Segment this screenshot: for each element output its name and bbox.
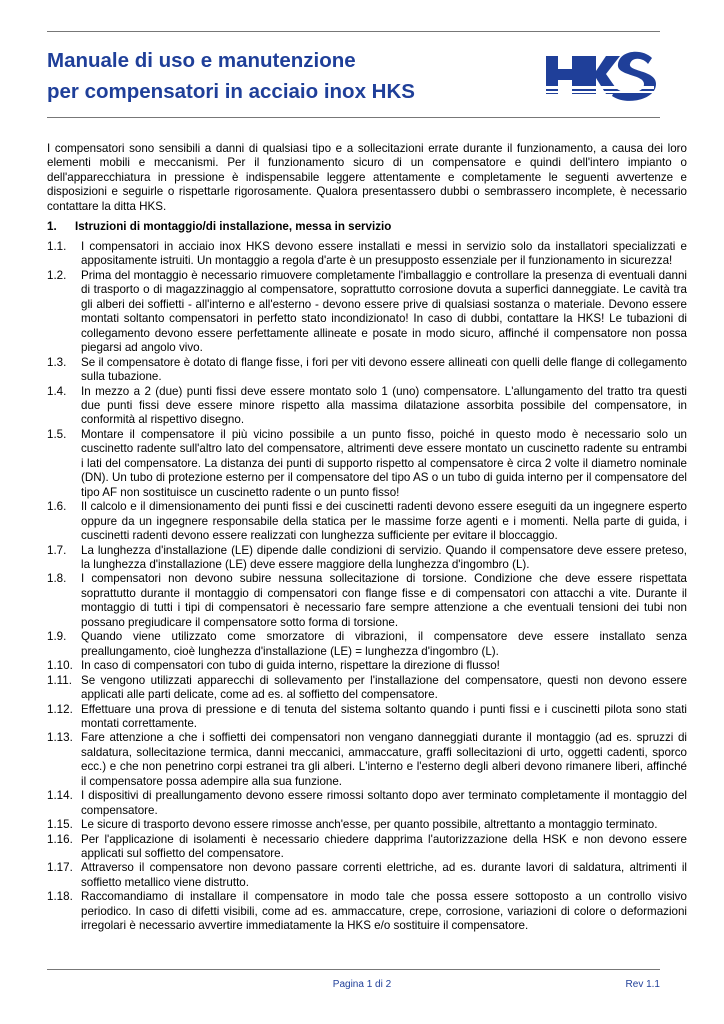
- list-item: [47, 356, 687, 385]
- item-text: Le sicure di trasporto devono essere rimosse anch'esse, per quanto possibile, altrettanto a montaggio terminato.: [81, 818, 658, 832]
- list-item: [47, 544, 687, 573]
- list-item: [47, 703, 687, 732]
- item-text: Fare attenzione a che i soffietti dei compensatori non vengano danneggiati durante il montaggio (ad es. spruzzi di saldatura, sollecitazione termica, danni meccanici, ammaccature, graffi sollecitazioni di urto, oggetti cadenti, sporco ecc.) e che non penetrino corpi estranei tra gli alberi. L'interno e l'esterno degli alberi devono rimanere liberi, affinché il compensatore possa adempire alla sua funzione.: [81, 731, 687, 788]
- item-number: 1.12.: [47, 702, 73, 716]
- item-text: Per l'applicazione di isolamenti è necessario chiedere dapprima l'autorizzazione della HSK e non devono essere applicati sul soffietto del compensatore.: [81, 832, 687, 861]
- list-item: [47, 500, 687, 543]
- section-heading: [47, 220, 391, 234]
- section-title: Istruzioni di montaggio/di installazione, messa in servizio: [75, 220, 392, 233]
- item-number: 1.17.: [47, 861, 73, 875]
- item-text: Quando viene utilizzato come smorzatore di vibrazioni, il compensatore deve essere installato senza preallungamento, cioè lunghezza d'installazione (LE) = lunghezza d'ingombro (L).: [81, 630, 687, 658]
- list-item: [47, 572, 687, 630]
- item-number: 1.18.: [47, 890, 73, 904]
- item-text: I dispositivi di preallungamento devono essere rimossi soltanto dopo aver terminato completamente il montaggio del compensatore.: [81, 789, 687, 817]
- item-number: 1.11.: [47, 673, 72, 687]
- item-text: In mezzo a 2 (due) punti fissi deve essere montato solo 1 (uno) compensatore. L'allungamento del tratto tra questi due punti fissi deve essere minore rispetto alla massima dilatazione assorbita possibile del compensatore, in conformità al rispettivo disegno.: [81, 384, 687, 427]
- title-line-2: per compensatori in acciaio inox HKS: [47, 80, 415, 103]
- item-text: In caso di compensatori con tubo di guida interno, rispettare la direzione di flusso!: [81, 659, 500, 673]
- item-text: Raccomandiamo di installare il compensatore in modo tale che possa essere sottoposto a un controllo visivo periodico. In caso di difetti visibili, come ad es. ammaccature, crepe, corrosione, variazioni di colore o deformazioni irregolari è necessario avvertire immediatamente la HKS e/o sostituire il compensatore.: [81, 890, 687, 933]
- section-number: 1.: [47, 220, 57, 233]
- list-item: [47, 240, 687, 269]
- item-number: 1.14.: [47, 789, 73, 803]
- list-item: [47, 818, 687, 832]
- list-item: [47, 630, 687, 659]
- item-text: I compensatori in acciaio inox HKS devono essere installati e messi in servizio solo da installatori specializzati e appositamente istruiti. Un montaggio a regola d'arte è un presupposto essenziale per il funzionamento in sicurezza!: [81, 240, 687, 268]
- item-number: 1.13.: [47, 731, 73, 745]
- item-number: 1.2.: [47, 268, 67, 282]
- item-number: 1.15.: [47, 818, 73, 832]
- item-text: Attraverso il compensatore non devono passare correnti elettriche, ad es. durante lavori di saldatura, altrimenti il soffietto metallico viene distrutto.: [81, 861, 687, 889]
- list-item: [47, 269, 687, 356]
- intro-paragraph: I compensatori sono sensibili a danni di qualsiasi tipo e a sollecitazioni errate durante il funzionamento, a causa dei loro elementi mobili e meccanismi. Per il funzionamento sicuro di un compensatore e quindi dell'intero impianto o dell'apparecchiatura in pressione è indispensabile leggere attentamente e completamente le seguenti avvertenze e disposizioni e seguirle o rispettarle rigorosamente. Qualora presentassero dubbi o sembrassero incomplete, è necessario contattare la ditta HKS.: [47, 142, 687, 213]
- list-item: [47, 731, 687, 789]
- item-number: 1.8.: [47, 572, 67, 586]
- item-text: Effettuare una prova di pressione e di tenuta del sistema soltanto quando i punti fissi e i cuscinetti pilota sono stati montati correttamente.: [81, 702, 687, 730]
- footer-rule: [47, 969, 660, 970]
- list-item: [47, 385, 687, 428]
- list-item: [47, 789, 687, 818]
- list-item: [47, 659, 687, 673]
- list-item: [47, 428, 687, 500]
- item-text: Prima del montaggio è necessario rimuovere completamente l'imballaggio e controllare la presenza di eventuali danni di trasporto o di magazzinaggio al compensatore, soprattutto corrosione dovuta a superfici danneggiate. Le cavità tra gli alberi dei soffietti - all'interno e all'esterno - devono essere prive di qualsiasi sostanza o materiale. Devono essere montati soltanto compensatori in perfetto stato incondizionato! In caso di dubbi, contattare la HKS! Le tubazioni di collegamento devono essere perfettamente allineate e posate in modo sicuro, affinché il compensatore non possa piegarsi ad angolo vivo.: [81, 268, 687, 355]
- item-number: 1.10.: [47, 659, 73, 673]
- list-item: [47, 890, 687, 933]
- page-number: Pagina 1 di 2: [332, 979, 392, 990]
- list-item: [47, 833, 687, 862]
- item-number: 1.3.: [47, 355, 67, 369]
- list-item: [47, 674, 687, 703]
- item-number: 1.4.: [47, 384, 67, 398]
- title-line-1: Manuale di uso e manutenzione: [47, 49, 356, 72]
- item-text: Se vengono utilizzati apparecchi di sollevamento per l'installazione del compensatore, questi non devono essere applicati alle parti delicate, come ad es. al soffietto del compensatore.: [81, 673, 687, 702]
- page-title: [47, 45, 415, 107]
- item-text: Il calcolo e il dimensionamento dei punti fissi e dei cuscinetti radenti devono essere eseguiti da un ingegnere esperto oppure da un ingegnere responsabile della statica per le massime forze agenti e i momenti. Nella parte di guida, i cuscinetti radenti devono essere realizzati con lunghezza sufficiente per evitare il bloccaggio.: [81, 500, 687, 543]
- item-text: Se il compensatore è dotato di flange fisse, i fori per viti devono essere allineati con quelli delle flange di collegamento sulla tubazione.: [81, 355, 687, 384]
- item-text: La lunghezza d'installazione (LE) dipende dalle condizioni di servizio. Quando il compensatore deve essere preteso, la lunghezza d'installazione (LE) deve essere maggiore della lunghezza d'ingombro (L).: [81, 543, 687, 571]
- hks-logo-icon: [540, 44, 660, 104]
- item-text: Montare il compensatore il più vicino possibile a un punto fisso, poiché in questo modo è necessario solo un cuscinetto radente sull'altro lato del compensatore, altrimenti deve essere montato un cuscinetto radente su entrambi i lati del compensatore. La distanza dei punti di supporto rispetto al compensatore è circa 2 volte il diametro nominale (DN). Un tubo di protezione esterno per il compensatore del tipo AS o un tubo di guida interno per il compensatore del tipo AF non sostituisce un cuscinetto radente o un punto fisso!: [81, 427, 687, 499]
- item-number: 1.16.: [47, 832, 73, 846]
- list-item: [47, 861, 687, 890]
- item-number: 1.5.: [47, 427, 67, 441]
- item-number: 1.1.: [47, 240, 67, 253]
- revision-label: Rev 1.1: [625, 979, 660, 990]
- page-footer: [0, 979, 724, 995]
- item-text: I compensatori non devono subire nessuna sollecitazione di torsione. Condizione che deve essere rispettata soprattutto durante il montaggio di compensatori con flange fisse e di compensatori con attacchi a vite. Durante il montaggio di tutti i tipi di compensatori è necessario fare sempre attenzione a che eventuali tensioni dei tubi non possano pregiudicare il compensatore sotto forma di torsione.: [81, 572, 687, 629]
- item-number: 1.7.: [47, 543, 67, 557]
- header-bottom-rule: [47, 117, 660, 118]
- item-number: 1.6.: [47, 500, 67, 514]
- instruction-list: [47, 240, 687, 934]
- item-number: 1.9.: [47, 630, 67, 644]
- header-top-rule: [47, 31, 660, 32]
